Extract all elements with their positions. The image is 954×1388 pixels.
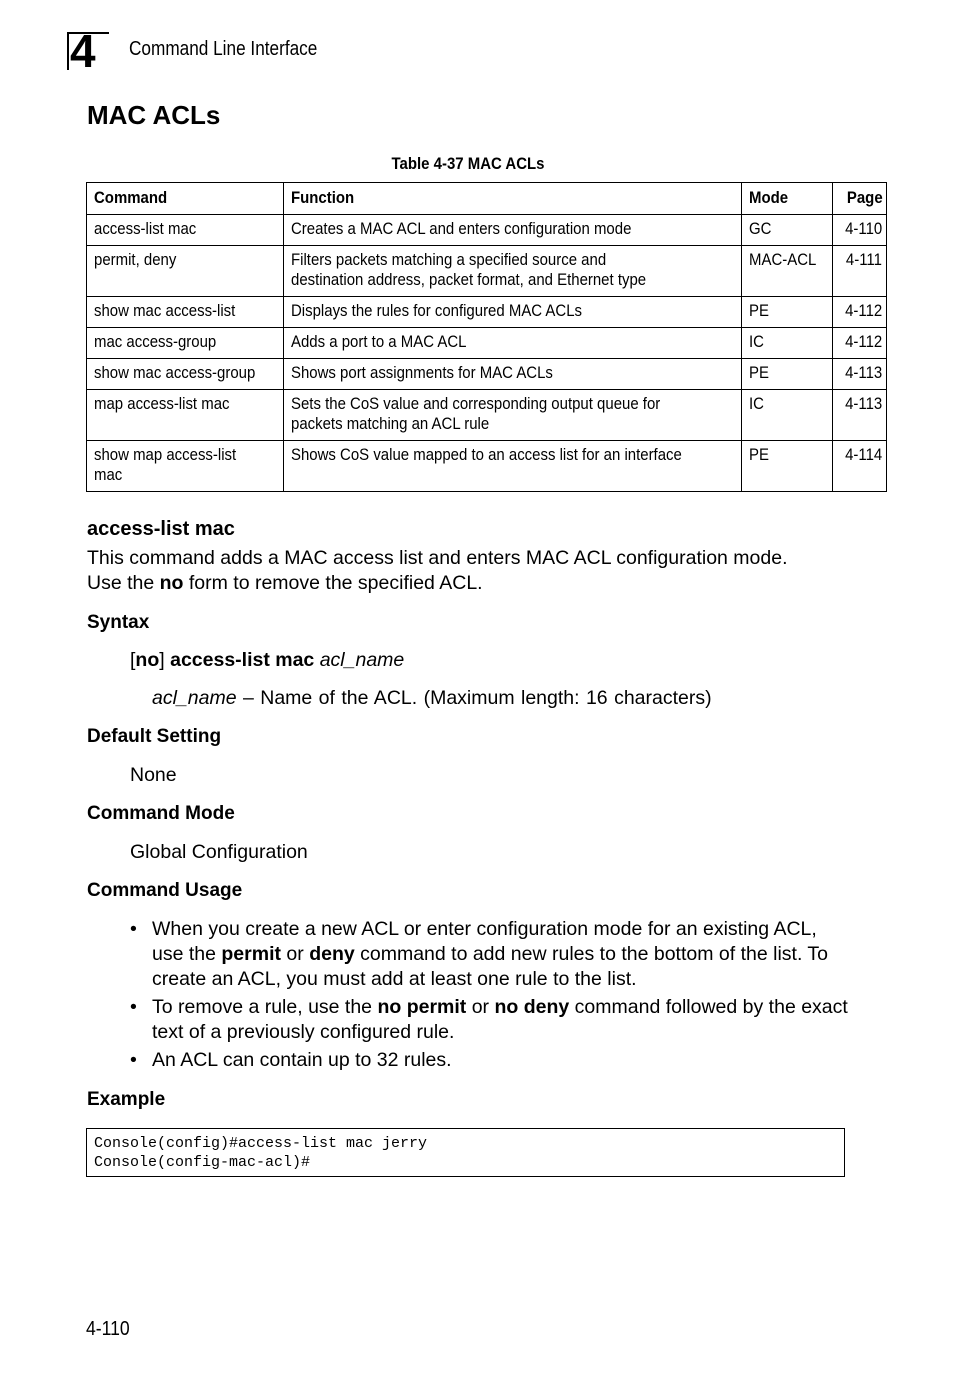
cell-mode: GC xyxy=(742,215,833,246)
cell-page: 4-113 xyxy=(832,359,886,390)
syntax-heading: Syntax xyxy=(87,612,150,633)
table-row xyxy=(87,359,887,390)
usage-list xyxy=(130,917,850,1076)
table-row xyxy=(87,297,887,328)
cell-function: Creates a MAC ACL and enters configuration mode xyxy=(284,215,742,246)
chapter-number: 4 xyxy=(70,25,96,77)
example-code xyxy=(86,1128,845,1177)
table-row xyxy=(87,441,887,492)
list-item: • To remove a rule, use the no permit or no deny command followed by the exact text of a previously configured rule. xyxy=(130,996,848,1043)
section-title: MAC ACLs xyxy=(87,100,221,130)
cell-function: Shows CoS value mapped to an access list for an interface xyxy=(284,441,742,492)
default-heading: Default Setting xyxy=(87,726,222,747)
col-header-mode: Mode xyxy=(742,183,833,215)
cell-page: 4-113 xyxy=(832,390,886,441)
list-item: • An ACL can contain up to 32 rules. xyxy=(130,1049,452,1071)
page-number: 4-110 xyxy=(86,1318,130,1340)
default-value: None xyxy=(130,764,177,786)
cell-page: 4-114 xyxy=(832,441,886,492)
code-line: Console(config)#access-list mac jerry xyxy=(94,1135,428,1152)
mode-heading: Command Mode xyxy=(87,803,235,824)
cell-command: map access-list mac xyxy=(87,390,284,441)
cell-mode: PE xyxy=(742,297,833,328)
col-header-function: Function xyxy=(284,183,742,215)
running-header: Command Line Interface xyxy=(129,38,318,60)
table-row xyxy=(87,328,887,359)
cell-mode: IC xyxy=(742,328,833,359)
cell-page: 4-111 xyxy=(832,246,886,297)
table-caption: Table 4-37 MAC ACLs xyxy=(391,154,545,173)
command-description: This command adds a MAC access list and enters MAC ACL configuration mode. Use the no form to remove the specified ACL. xyxy=(87,547,788,594)
cell-page: 4-112 xyxy=(832,297,886,328)
table-row xyxy=(87,215,887,246)
table-row xyxy=(87,246,887,297)
code-line: Console(config-mac-acl)# xyxy=(94,1154,311,1171)
cell-function: Adds a port to a MAC ACL xyxy=(284,328,742,359)
cell-command: mac access-group xyxy=(87,328,284,359)
example-heading: Example xyxy=(87,1089,166,1110)
cell-command: show mac access-list xyxy=(87,297,284,328)
usage-heading: Command Usage xyxy=(87,880,243,901)
cell-mode: PE xyxy=(742,441,833,492)
cell-function: Filters packets matching a specified source and destination address, packet format, and Ethernet type xyxy=(284,246,742,297)
cell-page: 4-110 xyxy=(832,215,886,246)
syntax-line: [no] access-list mac acl_name xyxy=(130,649,405,671)
cell-command: show mac access-group xyxy=(87,359,284,390)
table-row xyxy=(87,390,887,441)
cell-mode: MAC-ACL xyxy=(742,246,833,297)
cell-mode: PE xyxy=(742,359,833,390)
col-header-page: Page xyxy=(832,183,886,215)
table-header-row xyxy=(87,183,887,215)
cell-page: 4-112 xyxy=(832,328,886,359)
command-title: access-list mac xyxy=(87,518,235,540)
mode-value: Global Configuration xyxy=(130,841,308,863)
cell-function: Shows port assignments for MAC ACLs xyxy=(284,359,742,390)
cell-mode: IC xyxy=(742,390,833,441)
list-item: • When you create a new ACL or enter configuration mode for an existing ACL, use the permit or deny command to add new rules to the bottom of the list. To create an ACL, you must add at least one rule to the list. xyxy=(130,918,829,990)
cell-command: show map access-list mac xyxy=(87,441,284,492)
cell-command: access-list mac xyxy=(87,215,284,246)
col-header-command: Command xyxy=(87,183,284,215)
cell-command: permit, deny xyxy=(87,246,284,297)
syntax-parameter: acl_name – Name of the ACL. (Maximum length: 16 characters) xyxy=(152,687,712,709)
cell-function: Sets the CoS value and corresponding output queue for packets matching an ACL rule xyxy=(284,390,742,441)
mac-acl-table xyxy=(86,182,887,492)
cell-function: Displays the rules for configured MAC ACLs xyxy=(284,297,742,328)
